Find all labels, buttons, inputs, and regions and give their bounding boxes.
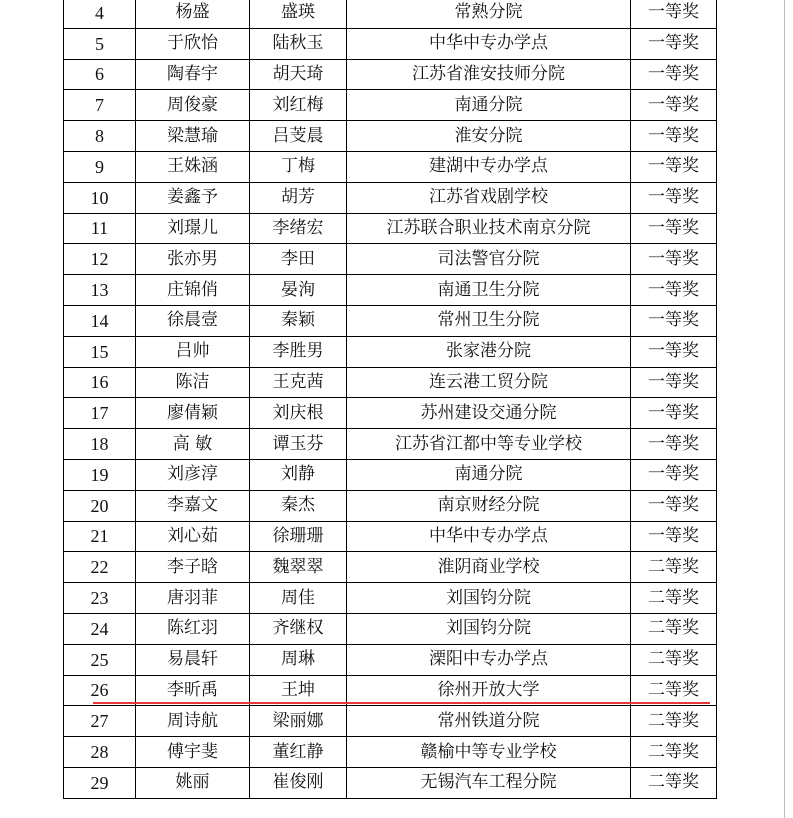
cell-teacher-name: 刘庆根 bbox=[250, 398, 347, 429]
cell-teacher-name: 周琳 bbox=[250, 644, 347, 675]
cell-number: 26 bbox=[64, 675, 136, 706]
cell-award: 二等奖 bbox=[631, 583, 717, 614]
cell-teacher-name: 周佳 bbox=[250, 583, 347, 614]
table-row bbox=[64, 706, 717, 737]
table-row bbox=[64, 367, 717, 398]
cell-teacher-name: 丁梅 bbox=[250, 151, 347, 182]
cell-award: 一等奖 bbox=[631, 244, 717, 275]
cell-student-name: 刘璟儿 bbox=[136, 213, 250, 244]
cell-number: 20 bbox=[64, 490, 136, 521]
cell-teacher-name: 齐继权 bbox=[250, 613, 347, 644]
cell-award: 一等奖 bbox=[631, 213, 717, 244]
table-row bbox=[64, 613, 717, 644]
table-row bbox=[64, 0, 717, 28]
cell-award: 一等奖 bbox=[631, 429, 717, 460]
cell-award: 一等奖 bbox=[631, 59, 717, 90]
cell-award: 一等奖 bbox=[631, 305, 717, 336]
cell-student-name: 姚丽 bbox=[136, 767, 250, 798]
cell-school: 江苏省淮安技师分院 bbox=[347, 59, 631, 90]
table-row bbox=[64, 490, 717, 521]
table-row bbox=[64, 336, 717, 367]
cell-number: 29 bbox=[64, 767, 136, 798]
cell-school: 常熟分院 bbox=[347, 0, 631, 28]
cell-school: 常州铁道分院 bbox=[347, 706, 631, 737]
cell-award: 二等奖 bbox=[631, 706, 717, 737]
cell-award: 二等奖 bbox=[631, 613, 717, 644]
cell-teacher-name: 晏洵 bbox=[250, 275, 347, 306]
cell-student-name: 廖倩颖 bbox=[136, 398, 250, 429]
cell-number: 18 bbox=[64, 429, 136, 460]
cell-teacher-name: 李绪宏 bbox=[250, 213, 347, 244]
cell-school: 中华中专办学点 bbox=[347, 521, 631, 552]
cell-number: 16 bbox=[64, 367, 136, 398]
cell-award: 一等奖 bbox=[631, 0, 717, 28]
cell-teacher-name: 盛瑛 bbox=[250, 0, 347, 28]
cell-number: 14 bbox=[64, 305, 136, 336]
cell-award: 二等奖 bbox=[631, 737, 717, 768]
highlight-underline bbox=[93, 702, 710, 704]
cell-award: 一等奖 bbox=[631, 182, 717, 213]
cell-school: 中华中专办学点 bbox=[347, 28, 631, 59]
cell-school: 淮安分院 bbox=[347, 121, 631, 152]
table-row bbox=[64, 275, 717, 306]
cell-student-name: 周俊豪 bbox=[136, 90, 250, 121]
cell-student-name: 梁慧瑜 bbox=[136, 121, 250, 152]
table-row bbox=[64, 182, 717, 213]
cell-student-name: 庄锦俏 bbox=[136, 275, 250, 306]
cell-school: 江苏省戏剧学校 bbox=[347, 182, 631, 213]
cell-number: 19 bbox=[64, 459, 136, 490]
cell-school: 淮阴商业学校 bbox=[347, 552, 631, 583]
cell-number: 4 bbox=[64, 0, 136, 28]
cell-student-name: 唐羽菲 bbox=[136, 583, 250, 614]
cell-teacher-name: 王克茜 bbox=[250, 367, 347, 398]
cell-teacher-name: 吕芰晨 bbox=[250, 121, 347, 152]
cell-award: 二等奖 bbox=[631, 552, 717, 583]
cell-school: 南通卫生分院 bbox=[347, 275, 631, 306]
cell-number: 5 bbox=[64, 28, 136, 59]
cell-number: 27 bbox=[64, 706, 136, 737]
table-row bbox=[64, 305, 717, 336]
cell-teacher-name: 陆秋玉 bbox=[250, 28, 347, 59]
cell-school: 溧阳中专办学点 bbox=[347, 644, 631, 675]
cell-number: 6 bbox=[64, 59, 136, 90]
cell-school: 赣榆中等专业学校 bbox=[347, 737, 631, 768]
cell-award: 二等奖 bbox=[631, 767, 717, 798]
cell-teacher-name: 胡天琦 bbox=[250, 59, 347, 90]
cell-award: 一等奖 bbox=[631, 28, 717, 59]
table-row bbox=[64, 429, 717, 460]
cell-teacher-name: 胡芳 bbox=[250, 182, 347, 213]
award-table-body bbox=[64, 0, 717, 798]
cell-teacher-name: 董红静 bbox=[250, 737, 347, 768]
table-row bbox=[64, 213, 717, 244]
table-row bbox=[64, 767, 717, 798]
cell-teacher-name: 李胜男 bbox=[250, 336, 347, 367]
cell-number: 10 bbox=[64, 182, 136, 213]
cell-number: 9 bbox=[64, 151, 136, 182]
cell-school: 江苏联合职业技术南京分院 bbox=[347, 213, 631, 244]
cell-number: 28 bbox=[64, 737, 136, 768]
cell-award: 一等奖 bbox=[631, 121, 717, 152]
cell-number: 8 bbox=[64, 121, 136, 152]
cell-school: 南通分院 bbox=[347, 90, 631, 121]
cell-school: 苏州建设交通分院 bbox=[347, 398, 631, 429]
cell-student-name: 李子晗 bbox=[136, 552, 250, 583]
cell-student-name: 陈红羽 bbox=[136, 613, 250, 644]
cell-award: 一等奖 bbox=[631, 521, 717, 552]
cell-student-name: 李昕禹 bbox=[136, 675, 250, 706]
cell-student-name: 张亦男 bbox=[136, 244, 250, 275]
cell-award: 一等奖 bbox=[631, 367, 717, 398]
table-row bbox=[64, 59, 717, 90]
cell-teacher-name: 秦杰 bbox=[250, 490, 347, 521]
cell-student-name: 于欣怡 bbox=[136, 28, 250, 59]
cell-teacher-name: 徐珊珊 bbox=[250, 521, 347, 552]
table-row bbox=[64, 459, 717, 490]
table-row bbox=[64, 552, 717, 583]
table-row bbox=[64, 583, 717, 614]
cell-number: 11 bbox=[64, 213, 136, 244]
cell-school: 南京财经分院 bbox=[347, 490, 631, 521]
cell-teacher-name: 崔俊刚 bbox=[250, 767, 347, 798]
cell-student-name: 陈洁 bbox=[136, 367, 250, 398]
cell-school: 江苏省江都中等专业学校 bbox=[347, 429, 631, 460]
page-edge bbox=[784, 0, 785, 818]
cell-number: 23 bbox=[64, 583, 136, 614]
cell-teacher-name: 刘红梅 bbox=[250, 90, 347, 121]
cell-student-name: 姜鑫予 bbox=[136, 182, 250, 213]
cell-number: 25 bbox=[64, 644, 136, 675]
cell-student-name: 易晨轩 bbox=[136, 644, 250, 675]
cell-student-name: 傅宇斐 bbox=[136, 737, 250, 768]
cell-award: 一等奖 bbox=[631, 90, 717, 121]
cell-school: 司法警官分院 bbox=[347, 244, 631, 275]
cell-student-name: 李嘉文 bbox=[136, 490, 250, 521]
cell-student-name: 王姝涵 bbox=[136, 151, 250, 182]
cell-school: 徐州开放大学 bbox=[347, 675, 631, 706]
table-row bbox=[64, 521, 717, 552]
cell-number: 22 bbox=[64, 552, 136, 583]
table-row bbox=[64, 121, 717, 152]
cell-student-name: 周诗航 bbox=[136, 706, 250, 737]
cell-school: 建湖中专办学点 bbox=[347, 151, 631, 182]
cell-award: 二等奖 bbox=[631, 675, 717, 706]
cell-number: 17 bbox=[64, 398, 136, 429]
table-row bbox=[64, 90, 717, 121]
cell-teacher-name: 李田 bbox=[250, 244, 347, 275]
cell-number: 24 bbox=[64, 613, 136, 644]
cell-award: 一等奖 bbox=[631, 275, 717, 306]
cell-school: 张家港分院 bbox=[347, 336, 631, 367]
award-table bbox=[63, 0, 717, 799]
cell-school: 常州卫生分院 bbox=[347, 305, 631, 336]
cell-student-name: 高 敏 bbox=[136, 429, 250, 460]
table-row bbox=[64, 398, 717, 429]
cell-school: 连云港工贸分院 bbox=[347, 367, 631, 398]
cell-teacher-name: 魏翠翠 bbox=[250, 552, 347, 583]
cell-teacher-name: 刘静 bbox=[250, 459, 347, 490]
cell-award: 一等奖 bbox=[631, 459, 717, 490]
cell-school: 南通分院 bbox=[347, 459, 631, 490]
cell-student-name: 刘彦淳 bbox=[136, 459, 250, 490]
cell-student-name: 杨盛 bbox=[136, 0, 250, 28]
cell-award: 二等奖 bbox=[631, 644, 717, 675]
cell-teacher-name: 谭玉芬 bbox=[250, 429, 347, 460]
cell-number: 21 bbox=[64, 521, 136, 552]
cell-school: 刘国钧分院 bbox=[347, 613, 631, 644]
cell-number: 15 bbox=[64, 336, 136, 367]
cell-school: 刘国钧分院 bbox=[347, 583, 631, 614]
cell-number: 13 bbox=[64, 275, 136, 306]
cell-award: 一等奖 bbox=[631, 398, 717, 429]
cell-student-name: 刘心茹 bbox=[136, 521, 250, 552]
cell-award: 一等奖 bbox=[631, 490, 717, 521]
cell-teacher-name: 梁丽娜 bbox=[250, 706, 347, 737]
table-row bbox=[64, 151, 717, 182]
cell-school: 无锡汽车工程分院 bbox=[347, 767, 631, 798]
cell-student-name: 徐晨壹 bbox=[136, 305, 250, 336]
table-row bbox=[64, 737, 717, 768]
cell-student-name: 陶春宇 bbox=[136, 59, 250, 90]
cell-teacher-name: 秦颖 bbox=[250, 305, 347, 336]
cell-award: 一等奖 bbox=[631, 151, 717, 182]
table-row bbox=[64, 644, 717, 675]
cell-teacher-name: 王坤 bbox=[250, 675, 347, 706]
cell-student-name: 吕帅 bbox=[136, 336, 250, 367]
cell-number: 12 bbox=[64, 244, 136, 275]
table-row bbox=[64, 28, 717, 59]
table-row bbox=[64, 244, 717, 275]
cell-number: 7 bbox=[64, 90, 136, 121]
cell-award: 一等奖 bbox=[631, 336, 717, 367]
